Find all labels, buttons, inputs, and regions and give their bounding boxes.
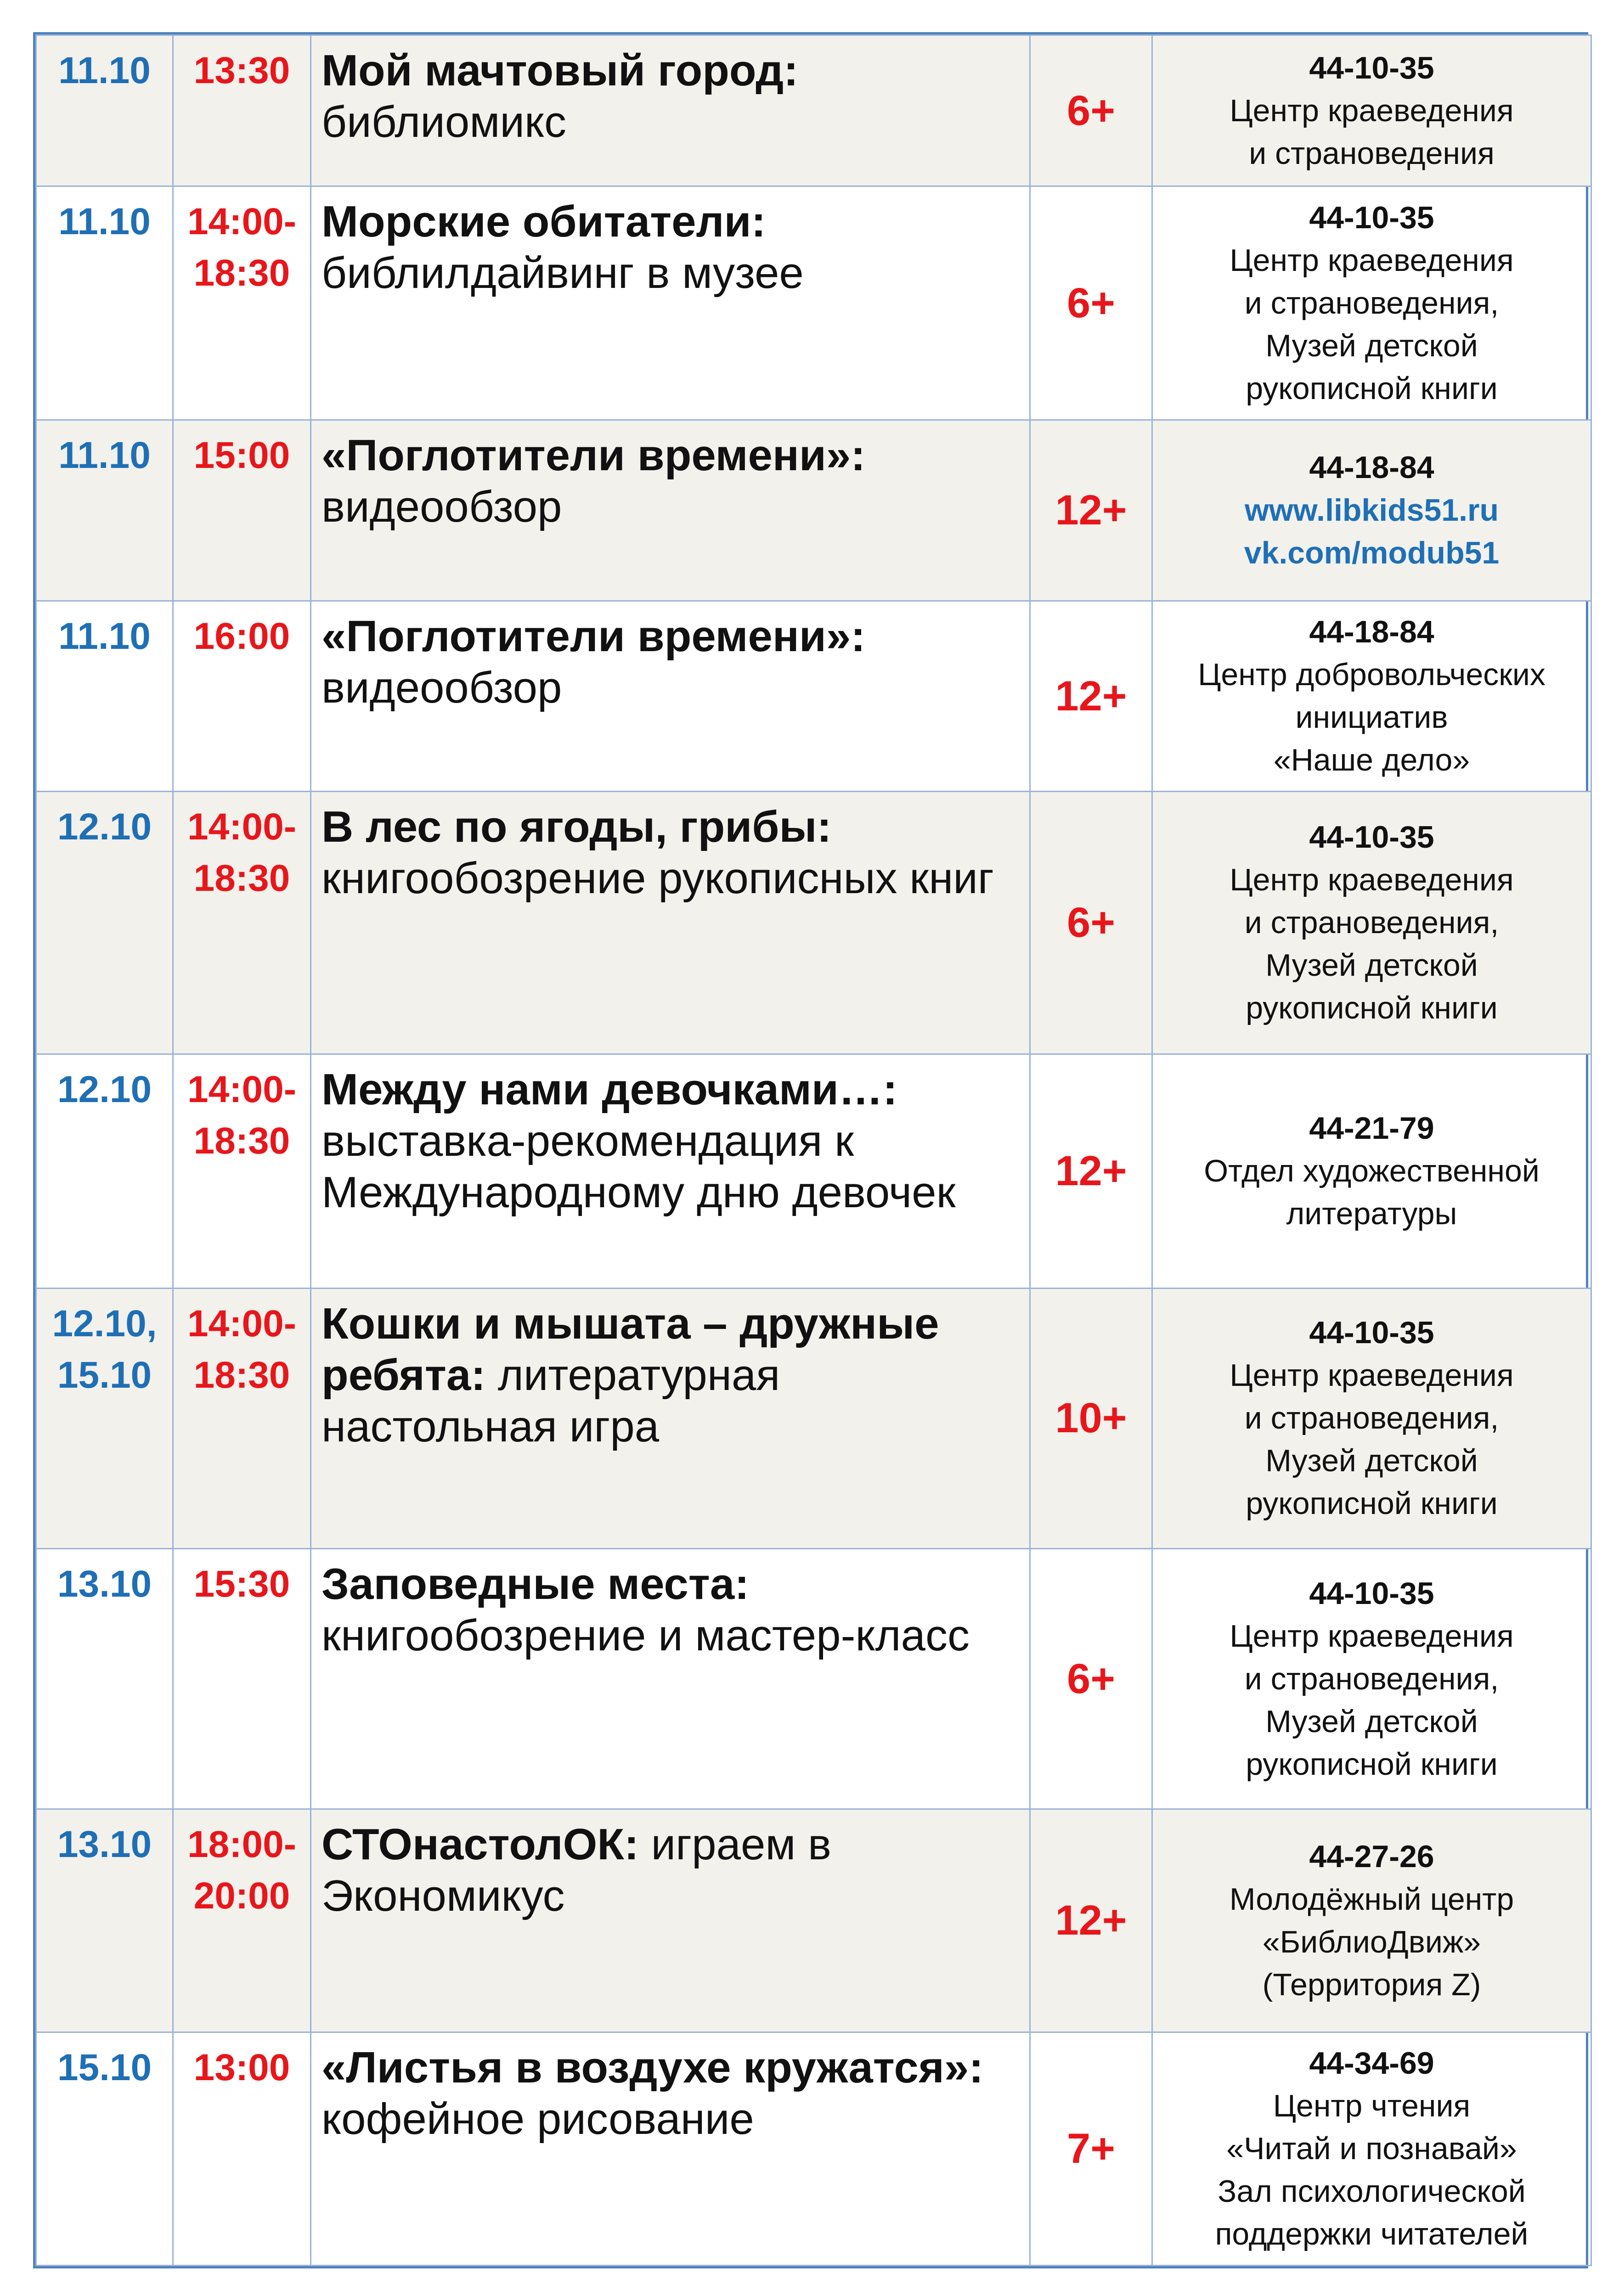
contact-link[interactable]: www.libkids51.ru <box>1245 493 1499 528</box>
event-title: Между нами девочками…: <box>322 1064 897 1114</box>
contact-phone: 44-34-69 <box>1309 2046 1434 2081</box>
event-date-line: 12.10, <box>52 1302 157 1345</box>
contact-place-line: и страноведения, <box>1244 1401 1499 1436</box>
event-date-line: 11.10 <box>58 201 151 243</box>
event-time <box>173 186 311 420</box>
event-row <box>36 186 1591 420</box>
event-time-line: 18:30 <box>193 1120 290 1162</box>
contact-phone: 44-18-84 <box>1309 614 1434 649</box>
event-title: Кошки и мышата – дружные ребята: <box>322 1299 939 1400</box>
event-title-cell <box>311 420 1030 601</box>
events-table-wrapper <box>33 32 1588 2268</box>
age-rating: 12+ <box>1030 420 1152 601</box>
event-title-cell <box>311 1549 1030 1809</box>
contact-phone: 44-10-35 <box>1309 50 1434 85</box>
event-row <box>36 1288 1591 1549</box>
event-subtitle: играем в Экономикус <box>322 1820 831 1921</box>
age-rating: 7+ <box>1030 2032 1152 2266</box>
event-time-line: 13:30 <box>193 50 290 91</box>
event-time-line: 18:30 <box>193 252 290 294</box>
event-row <box>36 601 1591 791</box>
event-time-line: 18:30 <box>193 857 290 899</box>
event-contact <box>1152 1809 1591 2032</box>
event-time <box>173 601 311 791</box>
event-time <box>173 791 311 1054</box>
event-title: «Поглотители времени»: <box>322 430 866 480</box>
event-title-cell <box>311 2032 1030 2266</box>
event-contact <box>1152 1549 1591 1809</box>
event-date <box>36 420 173 601</box>
event-row <box>36 791 1591 1054</box>
contact-place-line: рукописной книги <box>1246 990 1498 1025</box>
contact-place-line: «БиблиоДвиж» <box>1262 1924 1481 1959</box>
contact-place-line: Центр краеведения <box>1230 1618 1514 1654</box>
event-time-line: 14:00- <box>187 805 297 848</box>
contact-place-line: поддержки читателей <box>1215 2217 1529 2252</box>
event-title: «Листья в воздухе кружатся»: <box>322 2043 984 2093</box>
event-time-line: 14:00- <box>187 201 297 243</box>
contact-place-line: Центр краеведения <box>1230 862 1514 897</box>
age-rating: 6+ <box>1030 186 1152 420</box>
event-contact <box>1152 1288 1591 1549</box>
event-contact <box>1152 2032 1591 2266</box>
event-contact <box>1152 35 1591 186</box>
event-date-line: 15.10 <box>57 2047 152 2089</box>
event-title-cell <box>311 1288 1030 1549</box>
event-date <box>36 35 173 186</box>
contact-phone: 44-10-35 <box>1309 1315 1434 1351</box>
event-row <box>36 420 1591 601</box>
event-date <box>36 2032 173 2266</box>
event-contact <box>1152 420 1591 601</box>
contact-place-line: рукописной книги <box>1246 371 1498 406</box>
event-row <box>36 1549 1591 1809</box>
event-title-cell <box>311 35 1030 186</box>
events-table <box>35 34 1592 2266</box>
event-time-line: 15:00 <box>193 434 290 476</box>
contact-place-line: и страноведения <box>1249 135 1495 171</box>
event-subtitle: книгообозрение рукописных книг <box>322 853 994 903</box>
event-title-cell <box>311 791 1030 1054</box>
contact-place-line: Музей детской <box>1265 1704 1478 1739</box>
age-rating: 6+ <box>1030 1549 1152 1809</box>
events-table-body <box>36 35 1591 2266</box>
event-title-cell <box>311 186 1030 420</box>
contact-place-line: литературы <box>1286 1196 1457 1231</box>
contact-place-line: Центр краеведения <box>1230 1358 1514 1393</box>
event-date-line: 15.10 <box>57 1354 152 1396</box>
contact-place-line: Центр краеведения <box>1230 93 1514 128</box>
event-date-line: 13.10 <box>57 1823 152 1866</box>
contact-link[interactable]: vk.com/modub51 <box>1244 535 1500 571</box>
event-date <box>36 1549 173 1809</box>
event-date-line: 11.10 <box>58 434 151 476</box>
event-date-line: 13.10 <box>57 1563 152 1605</box>
contact-place-line: Центр чтения <box>1273 2088 1471 2124</box>
event-time-line: 18:00- <box>187 1823 297 1866</box>
event-subtitle: видеообзор <box>322 663 562 713</box>
contact-place-line: Центр краеведения <box>1230 242 1514 278</box>
event-contact <box>1152 186 1591 420</box>
contact-place-line: инициатив <box>1295 700 1448 735</box>
contact-phone: 44-21-79 <box>1309 1110 1434 1146</box>
event-time-line: 13:00 <box>193 2047 290 2089</box>
contact-phone: 44-10-35 <box>1309 1576 1434 1611</box>
contact-phone: 44-18-84 <box>1309 450 1434 485</box>
event-row <box>36 1809 1591 2032</box>
event-title: Заповедные места: <box>322 1559 750 1609</box>
contact-place-line: Музей детской <box>1265 328 1478 363</box>
event-date <box>36 791 173 1054</box>
contact-place-line: Молодёжный центр <box>1229 1881 1514 1917</box>
event-date <box>36 1288 173 1549</box>
event-title-cell <box>311 1054 1030 1288</box>
event-contact <box>1152 601 1591 791</box>
event-time <box>173 1549 311 1809</box>
event-time <box>173 420 311 601</box>
event-time <box>173 35 311 186</box>
event-subtitle: кофейное рисование <box>322 2094 754 2144</box>
contact-place-line: Отдел художественной <box>1204 1153 1540 1188</box>
event-time-line: 15:30 <box>193 1563 290 1605</box>
event-time <box>173 1054 311 1288</box>
event-time <box>173 2032 311 2266</box>
event-title-cell <box>311 1809 1030 2032</box>
event-date <box>36 1809 173 2032</box>
event-date-line: 11.10 <box>58 615 151 658</box>
contact-place-line: рукописной книги <box>1246 1486 1498 1521</box>
contact-place-line: и страноведения, <box>1244 905 1499 940</box>
age-rating: 12+ <box>1030 1054 1152 1288</box>
contact-phone: 44-10-35 <box>1309 200 1434 235</box>
event-time-line: 14:00- <box>187 1302 297 1345</box>
age-rating: 10+ <box>1030 1288 1152 1549</box>
event-time <box>173 1288 311 1549</box>
event-subtitle: литературная настольная игра <box>322 1350 780 1451</box>
event-subtitle: выставка-рекомендация к Международному дню девочек <box>322 1116 956 1217</box>
contact-place-line: Музей детской <box>1265 1443 1478 1479</box>
event-time-line: 14:00- <box>187 1068 297 1110</box>
event-date-line: 12.10 <box>57 1068 152 1110</box>
event-time-line: 20:00 <box>193 1875 290 1917</box>
age-rating: 6+ <box>1030 791 1152 1054</box>
event-time-line: 16:00 <box>193 615 290 658</box>
event-time <box>173 1809 311 2032</box>
event-date <box>36 186 173 420</box>
contact-place-line: (Территория Z) <box>1262 1967 1481 2002</box>
event-row <box>36 2032 1591 2266</box>
event-contact <box>1152 1054 1591 1288</box>
contact-place-line: Музей детской <box>1265 947 1478 983</box>
event-subtitle: книгообозрение и мастер-класс <box>322 1611 970 1660</box>
age-rating: 12+ <box>1030 601 1152 791</box>
event-time-line: 18:30 <box>193 1354 290 1396</box>
event-title: Морские обитатели: <box>322 197 766 247</box>
event-date <box>36 601 173 791</box>
contact-place-line: и страноведения, <box>1244 285 1499 321</box>
contact-place-line: Центр добровольческих <box>1198 657 1546 692</box>
contact-place-line: «Наше дело» <box>1273 743 1470 777</box>
event-row <box>36 1054 1591 1288</box>
event-title: В лес по ягоды, грибы: <box>322 802 832 851</box>
event-contact <box>1152 791 1591 1054</box>
contact-phone: 44-27-26 <box>1309 1839 1434 1874</box>
contact-place-line: рукописной книги <box>1246 1746 1498 1782</box>
contact-place-line: Зал психологической <box>1218 2174 1526 2209</box>
event-date-line: 11.10 <box>58 50 151 91</box>
event-title: «Поглотители времени»: <box>322 612 866 661</box>
event-title-cell <box>311 601 1030 791</box>
age-rating: 12+ <box>1030 1809 1152 2032</box>
contact-place-line: «Читай и познавай» <box>1226 2131 1517 2167</box>
contact-phone: 44-10-35 <box>1309 819 1434 855</box>
event-date <box>36 1054 173 1288</box>
age-rating: 6+ <box>1030 35 1152 186</box>
event-date-line: 12.10 <box>57 805 152 848</box>
event-title: СТОнастолОК: <box>322 1820 639 1869</box>
event-subtitle: библиомикс <box>322 97 567 146</box>
event-row <box>36 35 1591 186</box>
event-subtitle: видеообзор <box>322 482 562 531</box>
event-subtitle: библилдайвинг в музее <box>322 248 804 298</box>
contact-place-line: и страноведения, <box>1244 1661 1499 1696</box>
event-title: Мой мачтовый город: <box>322 46 799 95</box>
